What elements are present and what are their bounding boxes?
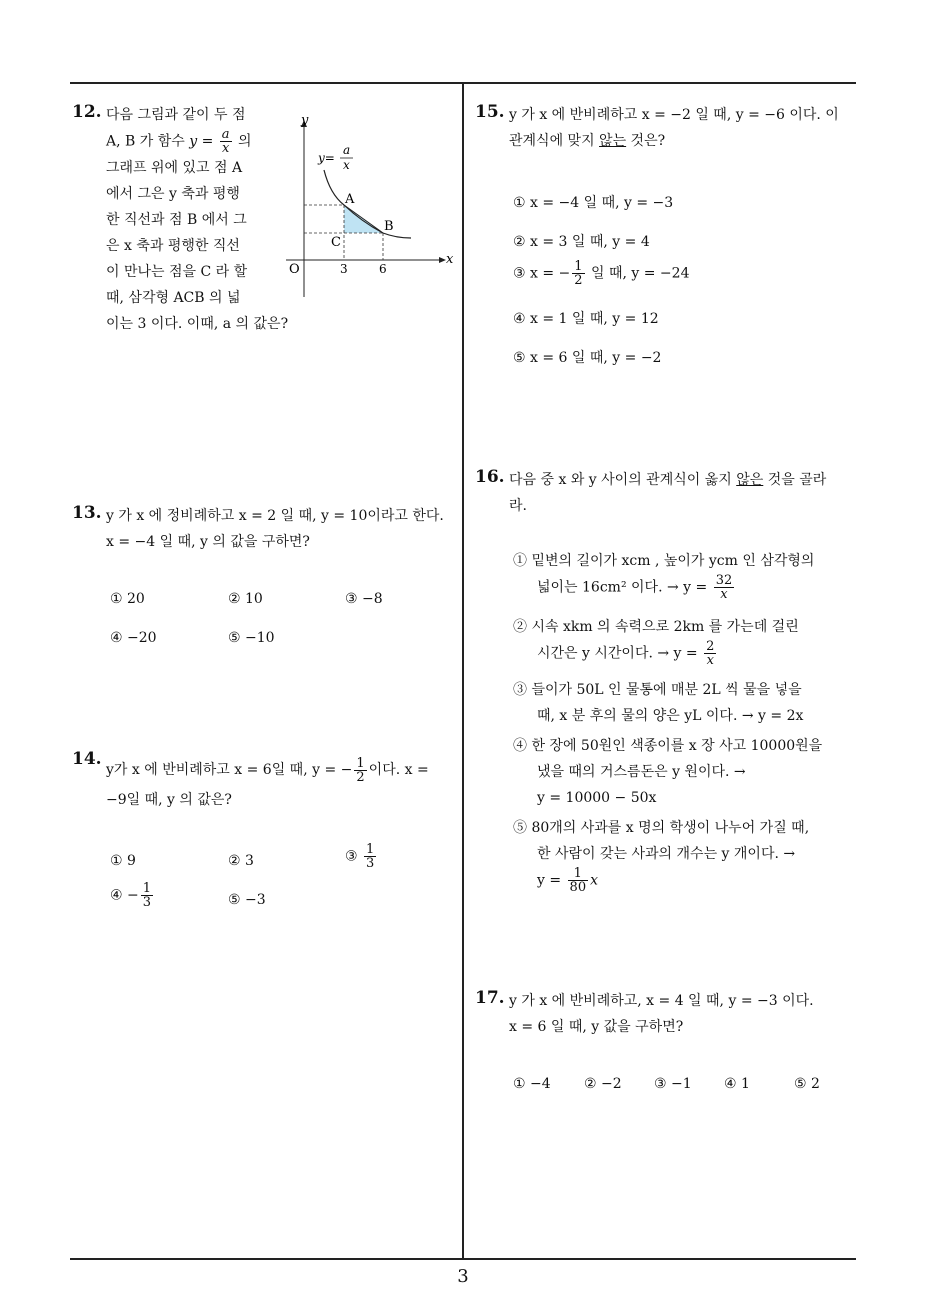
bottom-rule (70, 1258, 856, 1260)
option-2[interactable]: ② 10 (228, 591, 263, 607)
curve-label: y= (318, 151, 335, 165)
option-3[interactable]: ③ −8 (345, 591, 383, 607)
option-2[interactable]: ② x = 3 일 때, y = 4 (513, 234, 650, 250)
option-4[interactable]: ④ 1 (724, 1076, 750, 1092)
x-axis-label: x (446, 252, 454, 267)
x-axis-arrow (439, 257, 446, 263)
option-4[interactable]: ④ 한 장에 50원인 색종이를 x 장 사고 10000원을 냈을 때의 거스름돈은 y 원이다. → y = 10000 − 50x (513, 738, 823, 806)
curve-label-numerator: a (343, 143, 351, 157)
tick-6-label: 6 (379, 262, 387, 276)
option-1[interactable]: ① −4 (513, 1076, 551, 1092)
option-5[interactable]: ⑤ −3 (228, 892, 266, 908)
question-number: 14. (72, 749, 102, 769)
question-text: y 가 x 에 반비례하고, x = 4 일 때, y = −3 이다. x = 6 일 때, y 값을 구하면? (509, 993, 814, 1035)
option-5[interactable]: ⑤ x = 6 일 때, y = −2 (513, 350, 662, 366)
origin-label: O (289, 262, 300, 277)
page-number: 3 (457, 1266, 469, 1287)
point-c-label: C (331, 235, 341, 250)
option-3[interactable]: ③ x = − $\frac{1}{2}$ 일 때, y = −24 (513, 259, 690, 288)
option-3[interactable]: ③ 들이가 50L 인 물통에 매분 2L 씩 물을 넣을 때, x 분 후의 물의 양은 yL 이다. → y = 2x (513, 682, 804, 724)
column-divider (462, 84, 464, 1259)
option-4[interactable]: ④ −20 (110, 630, 157, 646)
option-5[interactable]: ⑤ 80개의 사과를 x 명의 학생이 나누어 가질 때, 한 사람이 갖는 사과의 개수는 y 개이다. → y = $\frac{1}{80}$ x (513, 820, 810, 895)
option-2[interactable]: ② 3 (228, 853, 254, 869)
question-text: y 가 x 에 반비례하고 x = −2 일 때, y = −6 이다. 이 관계식에 맞지 않는 것은? (509, 107, 839, 149)
question-text: 다음 그림과 같이 두 점 A, B 가 함수 y = $\frac{a}{x}$ 의 그래프 위에 있고 점 A 에서 그은 y 축과 평행 한 직선과 점 B 에서 그 은 x 축과 평행한 직선 이 만나는 점을 C 라 할 때, 삼각형 ACB 의 넓 이는 3 이다. 이때, a 의 값은? (106, 107, 289, 332)
curve-label-denominator: x (343, 158, 350, 172)
option-5[interactable]: ⑤ −10 (228, 630, 275, 646)
question-text: y가 x 에 반비례하고 x = 6일 때, y = − $\frac{1}{2}$ 이다. x = −9일 때, y 의 값은? (106, 755, 429, 808)
option-2[interactable]: ② 시속 xkm 의 속력으로 2km 를 가는데 걸린 시간은 y 시간이다. → y = $\frac{2}{x}$ (513, 619, 799, 668)
option-4[interactable]: ④ − $\frac{1}{3}$ (110, 881, 152, 910)
y-axis-label: y (301, 113, 309, 128)
option-5[interactable]: ⑤ 2 (794, 1076, 820, 1092)
question-number: 15. (475, 102, 505, 122)
hyperbola-figure (284, 112, 460, 302)
question-text: 다음 중 x 와 y 사이의 관계식이 옳지 않은 것을 골라 라. (509, 472, 827, 514)
question-text: y 가 x 에 정비례하고 x = 2 일 때, y = 10이라고 한다. x = −4 일 때, y 의 값을 구하면? (106, 508, 444, 550)
question-number: 16. (475, 467, 505, 487)
option-3[interactable]: ③ −1 (654, 1076, 692, 1092)
question-number: 17. (475, 988, 505, 1008)
tick-3-label: 3 (340, 262, 348, 276)
option-1[interactable]: ① 밑변의 길이가 xcm , 높이가 ycm 인 삼각형의 넓이는 16cm² 이다. → y = $\frac{32}{x}$ (513, 553, 815, 602)
point-b-label: B (384, 219, 394, 234)
option-2[interactable]: ② −2 (584, 1076, 622, 1092)
question-number: 12. (72, 102, 102, 122)
question-number: 13. (72, 503, 102, 523)
option-1[interactable]: ① x = −4 일 때, y = −3 (513, 195, 674, 211)
option-1[interactable]: ① 9 (110, 853, 136, 869)
point-a-label: A (345, 192, 355, 207)
option-1[interactable]: ① 20 (110, 591, 145, 607)
option-4[interactable]: ④ x = 1 일 때, y = 12 (513, 311, 659, 327)
option-3[interactable]: ③ $\frac{1}{3}$ (345, 842, 375, 871)
